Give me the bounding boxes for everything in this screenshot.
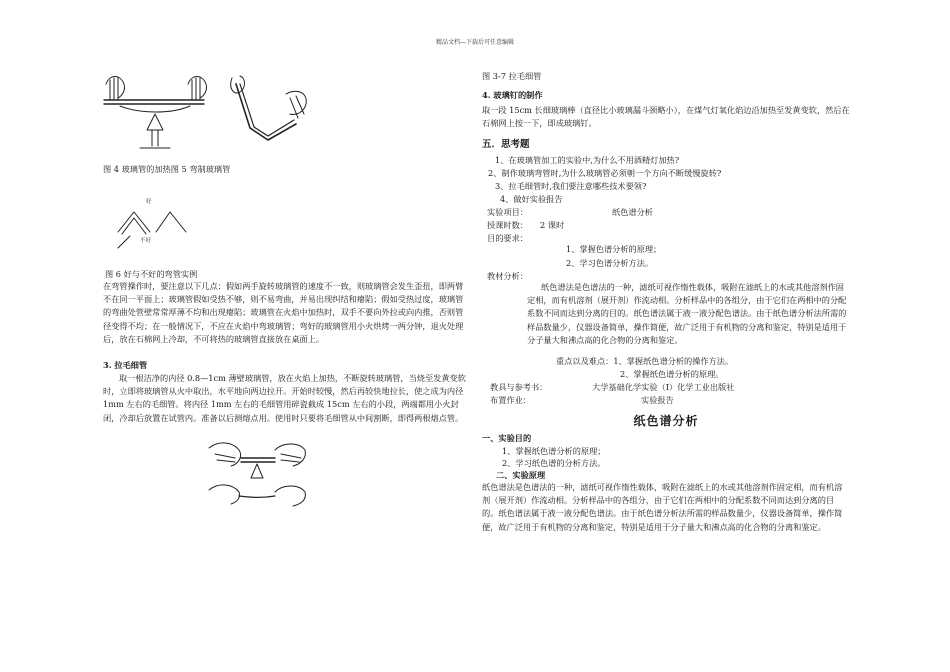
key-points-line-1: 重点以及难点：1、掌握纸色谱分析的操作方法。	[556, 356, 734, 366]
analysis-paragraph: 纸色谱法是色谱法的一种，滤纸可视作惰性载体，吸附在滤纸上的水或其他溶剂作固定相，而有机溶剂（展开剂）作流动相。分析样品中的各组分，由于它们在两相中的分配系数不同而达到分离的目的。纸色谱法属于液一液分配色谱法。由于纸色谱分析法所需的样品数量少，仪器设备简单，操作简便，故广泛用于有机物的分离和鉴定，特别是适用于分子量大和沸点高的化合物的分离和鉴定。	[527, 282, 847, 345]
glass-tube-heating-figure	[100, 70, 315, 155]
key-points-line-2: 2、掌握纸色谱分析的原理。	[620, 369, 724, 379]
exp-goal-title: 一、实验目的	[482, 433, 532, 443]
bend-paragraph: 在弯管操作时，要注意以下几点：假如两手旋转玻璃管的速度不一致，则玻璃管会发生歪扭，即两臂不在同一平面上；玻璃管假如受热不够，则不易弯曲，并易出现纠结和瘪陷；假如受热过度，玻璃管的弯曲处管壁常常厚薄不均和出现瘪陷；玻璃管在火焰中加热时，双手不要向外拉或向内推，否则管径变得不均；在一般情况下，不应在火焰中弯玻璃管；弯好的玻璃管用小火烘烤一两分钟，退火处理后，放在石棉网上冷却，不可将热的玻璃管直接放在桌面上。	[103, 281, 464, 344]
principle-title: 二、实验原理	[496, 470, 546, 480]
references-label: 教具与参考书：	[490, 382, 548, 392]
sec4-paragraph: 取一段 15cm 长细玻璃棒（直径比小玻璃漏斗颈略小），在煤气灯氧化焰边沿加热至发黄变软，然后在石棉网上按一下，即成玻璃钉。	[482, 105, 850, 129]
goal-label: 目的要求：	[487, 233, 528, 243]
fig45-caption: 图 4 玻璃管的加热图 5 弯制玻璃管	[103, 164, 231, 174]
bend-examples-figure	[112, 196, 192, 254]
header-watermark: 精品文档---下载后可任意编辑	[435, 39, 515, 46]
fig6-caption: 图 6 好与不好的弯管实例	[105, 269, 198, 279]
question-3: 3、拉毛细管时,我们要注意哪些技术要领?	[495, 181, 647, 191]
sec5-title: 五．思考题	[482, 139, 530, 150]
question-1: 1、在玻璃管加工的实验中,为什么不用酒精灯加热?	[495, 155, 680, 165]
sec4-title: 4. 玻璃钉的制作	[482, 90, 543, 100]
hours-value: 2 课时	[540, 220, 565, 230]
sec3-paragraph: 取一根洁净的内径 0.8—1cm 薄壁玻璃管，放在火焰上加热，不断旋转玻璃管，当烧至发黄变软时，立即将玻璃管从火中取出，水平地向两边拉开。开始时较慢，然后再较快地拉长，使之成为内径 1mm 左右的毛细管。将内径 1mm 左右的毛细管用碎瓷截成 15cm 左右的小段，两端都用小火封闭，冷却后放置在试管内。准备以后测熔点用。使用时只要将毛细管从中间割断，即得两根熔点管。	[103, 373, 466, 423]
fig37-caption: 图 3-7 拉毛细管	[482, 71, 542, 81]
question-2: 2、制作玻璃弯管时,为什么玻璃管必须朝一个方向不断缓慢旋转?	[488, 168, 722, 178]
exp-goal-1: 1、掌握纸色谱分析的原理；	[502, 446, 606, 456]
project-value: 纸色谱分析	[612, 207, 653, 217]
project-label: 实验项目：	[487, 207, 528, 217]
fig6-label-bad: 不好	[140, 238, 152, 244]
goal-1: 1、掌握色谱分析的原理；	[566, 244, 662, 254]
main-title: 纸色谱分析	[633, 414, 699, 428]
principle-paragraph: 纸色谱法是色谱法的一种，滤纸可视作惰性载体，吸附在滤纸上的水或其他溶剂作固定相，而有机溶剂（展开剂）作流动相。分析样品中的各组分，由于它们在两相中的分配系数不同而达到分离的目的。纸色谱法属于液一液分配色谱法。由于纸色谱分析法所需的样品数量少，仪器设备简单，操作简便，故广泛用于有机物的分离和鉴定，特别是适用于分子量大和沸点高的化合物的分离和鉴定。	[482, 482, 843, 532]
homework-value: 实验报告	[641, 395, 674, 405]
goal-2: 2、学习色谱分析方法。	[566, 258, 654, 268]
exp-goal-2: 2、学习纸色谱的分析方法。	[502, 458, 606, 468]
capillary-pulling-figure	[205, 434, 310, 510]
fig6-label-good: 好	[146, 199, 152, 205]
references-value: 大学基础化学实验（Ⅰ）化学工业出版社	[592, 382, 735, 392]
question-4: 4、做好实验报告	[500, 194, 563, 204]
analysis-label: 教材分析：	[487, 271, 528, 281]
homework-label: 布置作业：	[490, 395, 531, 405]
sec3-title: 3. 拉毛细管	[103, 360, 148, 370]
hours-label: 授课时数：	[487, 220, 528, 230]
